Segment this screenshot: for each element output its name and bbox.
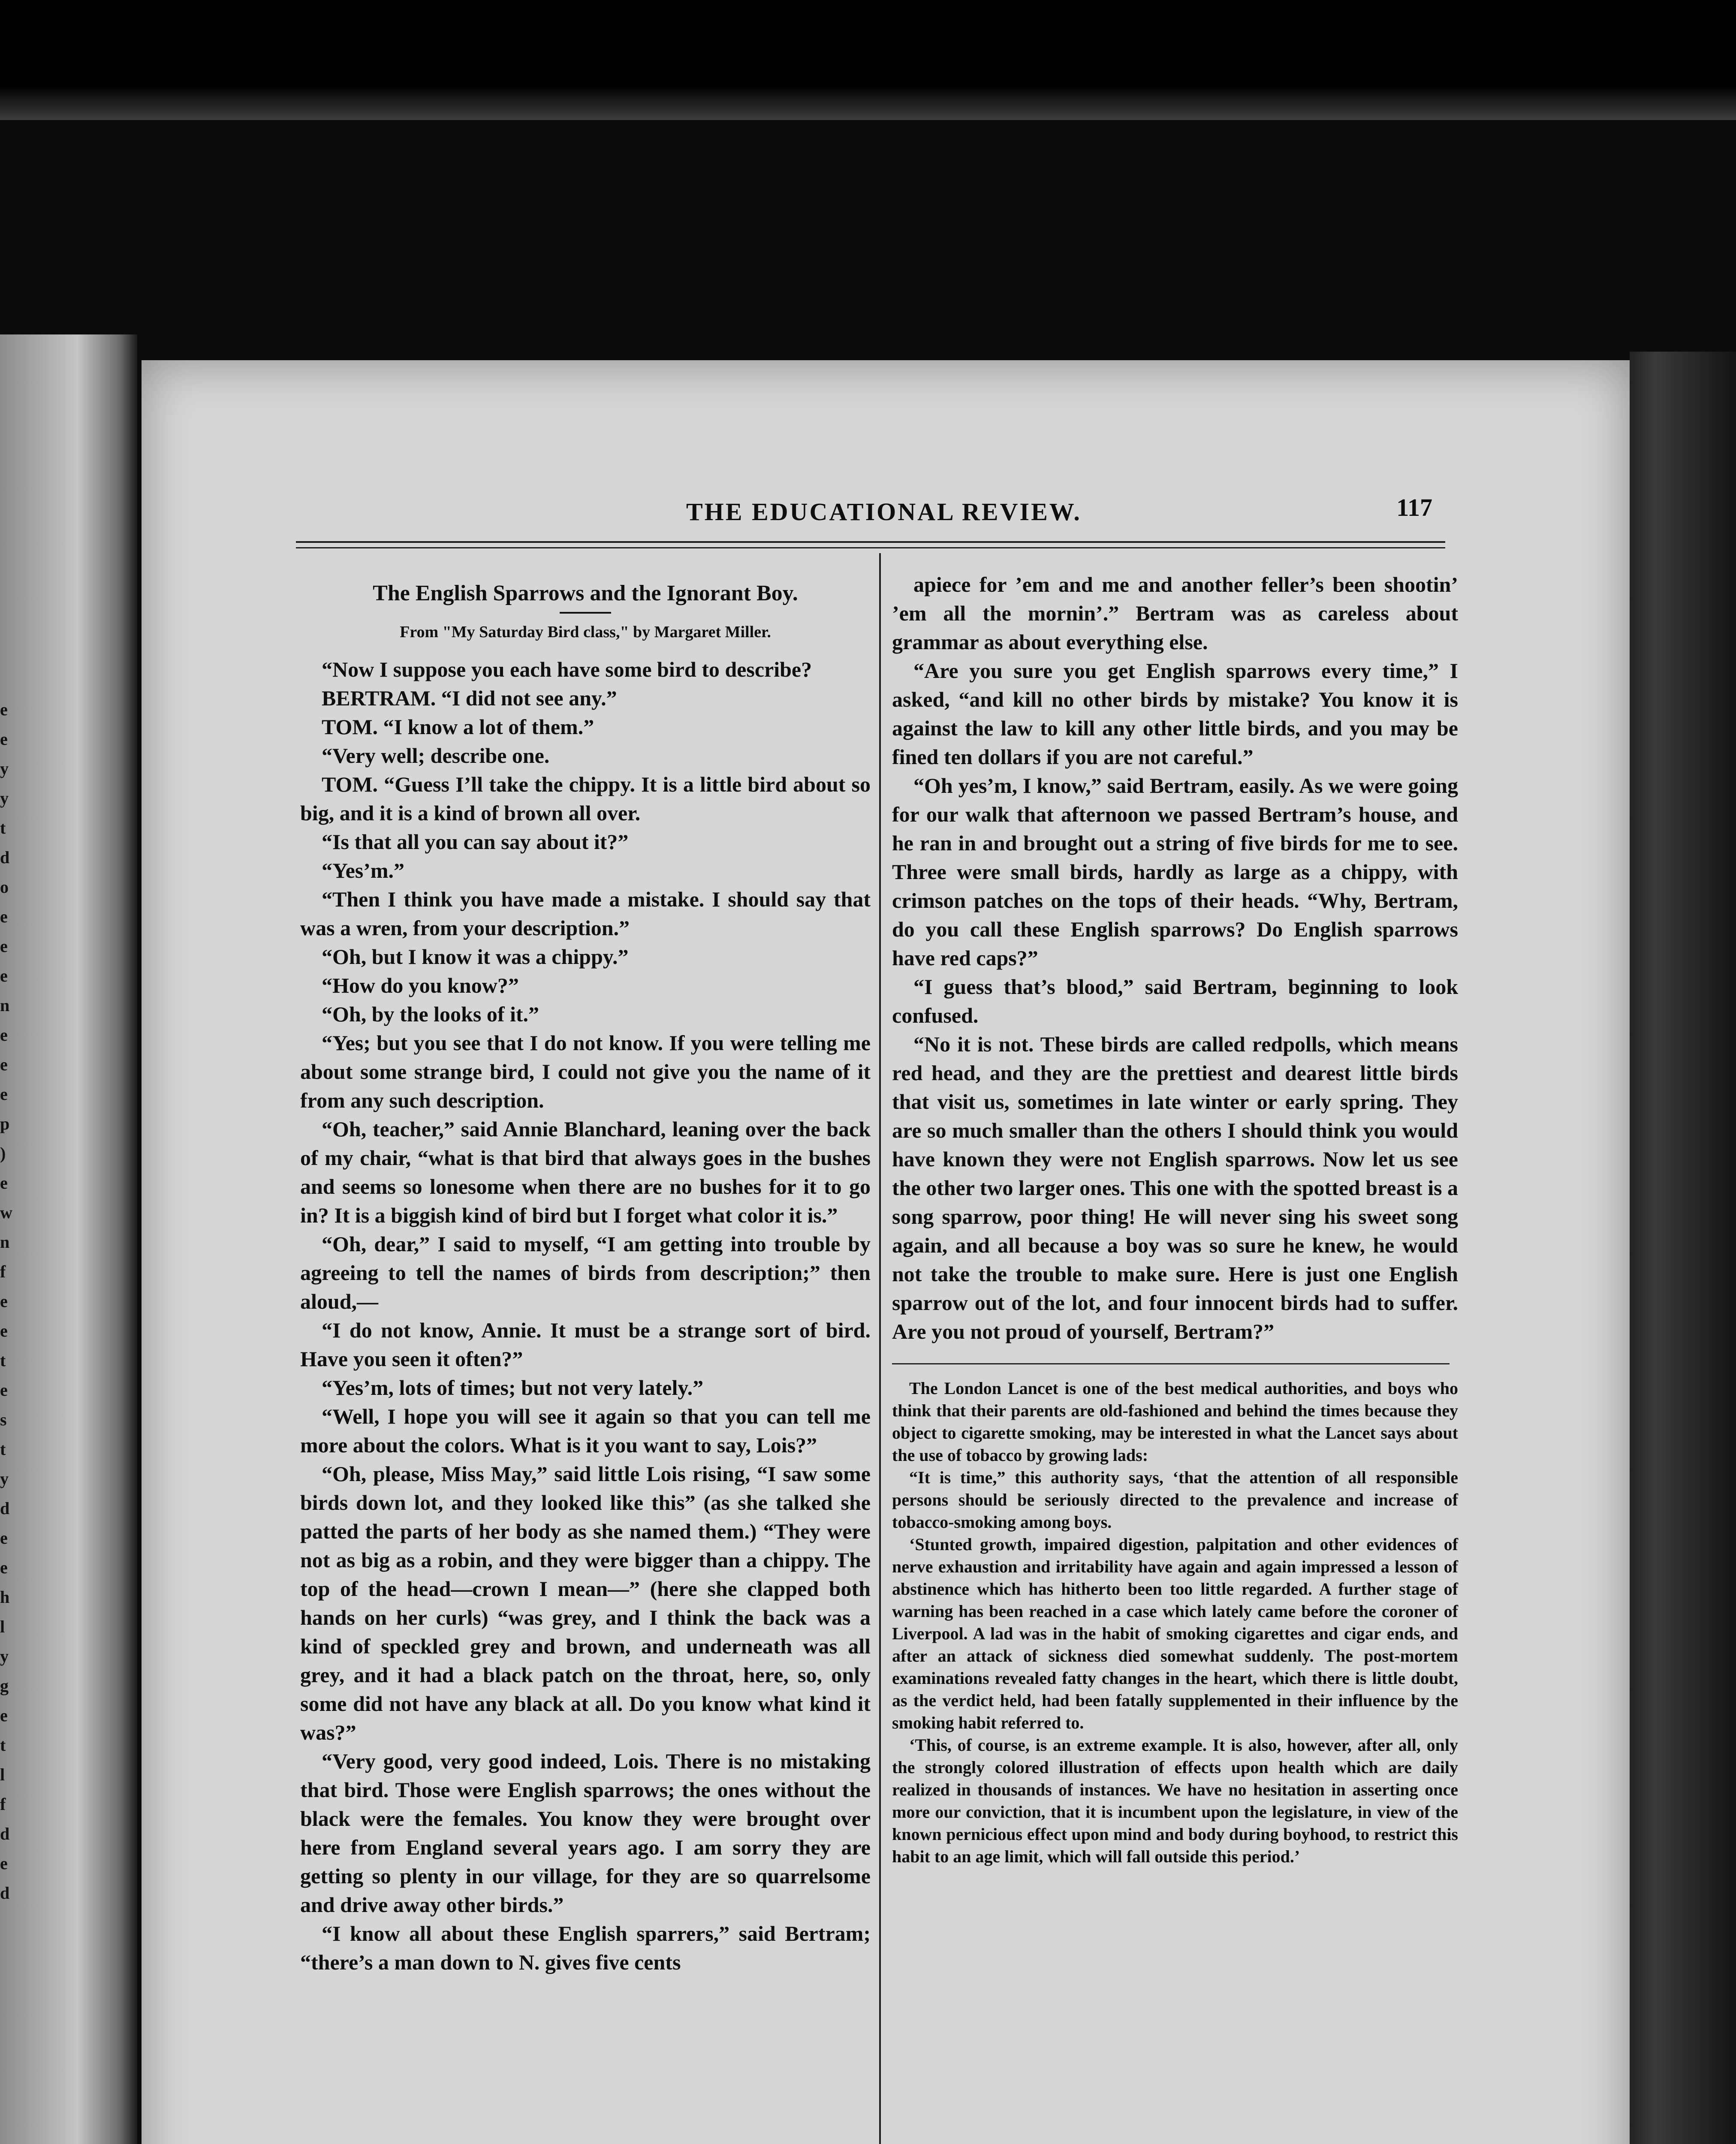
right-column [892,570,1458,1868]
lancet-notice [892,1377,1458,1868]
paragraph: “Yes’m.” [322,858,405,882]
paragraph: “Yes; but you see that I do not know. If you were telling me about some strange bird, I could not give you the name of it from any such description. [300,1031,871,1112]
title-rule [560,612,611,614]
page-stack-edge [1630,352,1736,2144]
paragraph: “Are you sure you get English sparrows every time,” I asked, “and kill no other birds by mistake? You know it is against the law to kill any other little birds, and you may be fined ten dollars if you are not careful.” [892,659,1458,769]
fragment-letter: w [0,1203,12,1222]
paragraph: “Now I suppose you each have some bird to describe? [322,657,812,681]
fragment-letter: d [0,1824,10,1843]
fragment-letter: y [0,759,9,778]
facing-page-edge [0,334,137,2144]
fragment-letter: y [0,1469,9,1488]
notice-paragraph: ‘Stunted growth, impaired digestion, palpitation and other evidences of nerve exhaustion and irritability have again and again impressed a lesson of abstinence which has hitherto been too little regarded. A further stage of warning has been reached in a case which lately came before the coroner of Liverpool. A lad was in the habit of smoking cigarettes and cigar ends, and after an attack of sickness died somewhat suddenly. The post-mortem examinations revealed fatty changes in the heart, which there is little doubt, as the verdict held, had been fatally supplemented in their influence by the smoking habit referred to. [892,1535,1458,1732]
paragraph: “Very good, very good indeed, Lois. There is no mistaking that bird. Those were English sparrows; the ones without the black were the females. You know they were brought over here from England several years ago. I am sorry they are getting so plenty in our village, for they are so quarrelsome and drive away other birds.” [300,1749,871,1917]
fragment-letter: d [0,848,10,867]
fragment-letter: d [0,1499,10,1518]
fragment-letter: y [0,1647,9,1666]
paragraph: “How do you know?” [322,973,519,997]
right-paragraphs [892,570,1458,1346]
paragraph: TOM. “Guess I’ll take the chippy. It is a little bird about so big, and it is a kind of brown all over. [300,772,871,825]
journal-title: THE EDUCATIONAL REVIEW. [686,498,1082,526]
fragment-letter: l [0,1617,5,1636]
fragment-letter: e [0,1173,8,1192]
fragment-letter: f [0,1795,6,1814]
running-header [532,494,1432,540]
paragraph: “I know all about these English sparrers,” said Bertram; “there’s a man down to N. gives five cents [300,1921,871,1974]
article-byline: From "My Saturday Bird class," by Margaret Miller. [400,623,771,641]
paragraph: “Oh, dear,” I said to myself, “I am getting into trouble by agreeing to tell the names of birds from description;” then aloud,— [300,1232,871,1313]
fragment-letter: t [0,1735,6,1755]
fragment-letter: e [0,729,8,749]
fragment-letter: e [0,966,8,985]
paragraph: “No it is not. These birds are called redpolls, which means red head, and they are the prettiest and dearest little birds that visit us, sometimes in late winter or early spring. They are so much smaller than the others I should think you would have known they were not English sparrows. Now let us see the other two larger ones. This one with the spotted breast is a song sparrow, poor thing! He will never sing his sweet song again, and all because a boy was so sure he knew, he would not take the trouble to make sure. Here is just one English sparrow out of the lot, and four innocent birds had to suffer. Are you not proud of yourself, Bertram?” [892,1032,1458,1343]
fragment-letter: o [0,877,9,897]
fragment-letter: e [0,1380,8,1400]
fragment-letter: l [0,1765,5,1784]
notice-paragraph: “It is time,” this authority says, ‘that the attention of all responsible persons should be seriously directed to the prevalence and increase of tobacco-smoking among boys. [892,1468,1458,1532]
fragment-letter: e [0,936,8,956]
column-divider [879,553,881,2144]
fragment-letter: e [0,1025,8,1045]
article-title: The English Sparrows and the Ignorant Boy. [373,581,798,605]
paragraph: “Yes’m, lots of times; but not very lately.” [322,1376,704,1400]
fragment-letter: s [0,1410,7,1429]
fragment-letter: e [0,1084,8,1104]
paragraph: “Oh yes’m, I know,” said Bertram, easily. As we were going for our walk that afternoon we passed Bertram’s house, and he ran in and brought out a string of five birds for me to see. Three were small birds, hardly as large as a chippy, with crimson patches on the tops of their heads. “Why, Bertram, do you call these English sparrows? Do English sparrows have red caps?” [892,774,1458,970]
fragment-letter: d [0,1883,10,1903]
fragment-letter: t [0,818,6,837]
fragment-letter: e [0,1706,8,1725]
fragment-letter: e [0,907,8,926]
paragraph: apiece for ’em and me and another feller’s been shootin’ ’em all the mornin’.” Bertram was as careless about grammar as about everything else. [892,572,1458,654]
fragment-letter: p [0,1114,10,1133]
fragment-letter: t [0,1439,6,1459]
paragraph: “Then I think you have made a mistake. I should say that was a wren, from your description.” [300,887,871,940]
fragment-letter: h [0,1587,10,1607]
facing-page-fragments [0,695,17,2067]
page-number: 117 [1396,494,1432,521]
fragment-letter: e [0,1292,8,1311]
fragment-letter: e [0,1854,8,1873]
paragraph: “Oh, by the looks of it.” [322,1002,539,1026]
left-column [300,570,871,1977]
paragraph: “Oh, but I know it was a chippy.” [322,945,629,969]
fragment-letter: y [0,789,9,808]
paragraph: “Is that all you can say about it?” [322,830,629,854]
paragraph: “I do not know, Annie. It must be a strange sort of bird. Have you seen it often?” [300,1318,871,1371]
fragment-letter: t [0,1351,6,1370]
fragment-letter: e [0,1558,8,1577]
paragraph: “Oh, teacher,” said Annie Blanchard, leaning over the back of my chair, “what is that bird that always goes in the bushes and seems so lonesome when there are no bushes for it to go in? It is a biggish kind of bird but I forget what color it is.” [300,1117,871,1227]
section-separator [892,1363,1450,1364]
fragment-letter: e [0,700,8,719]
fragment-letter: g [0,1676,9,1695]
paragraph: “Oh, please, Miss May,” said little Lois rising, “I saw some birds down lot, and they looked like this” (as she talked she patted the parts of her body as she named them.) “They were not as big as a robin, and they were bigger than a chippy. The top of the head—crown I mean—” (here she clapped both hands on her curls) “was grey, and I think the back was a kind of speckled grey and brown, and underneath was all grey, and it had a black patch on the throat, here, so, only some did not have any black at all. Do you know what kind it was?” [300,1462,871,1744]
fragment-letter: f [0,1262,6,1281]
fragment-letter: n [0,1232,10,1252]
paragraph: TOM. “I know a lot of them.” [322,715,594,739]
fragment-letter: e [0,1055,8,1074]
paragraph: “Well, I hope you will see it again so that you can tell me more about the colors. What is it you want to say, Lois?” [300,1404,871,1457]
notice-paragraph: ‘This, of course, is an extreme example. It is also, however, after all, only the strongly colored illustration of effects upon health which are daily realized in thousands of instances. We have no hesitation in asserting once more our conviction, that it is incumbent upon the legislature, in view of the known pernicious effect upon mind and body during boyhood, to restrict this habit to an age limit, which will fall outside this period.’ [892,1735,1458,1866]
paragraph: BERTRAM. “I did not see any.” [322,686,617,710]
fragment-letter: e [0,1528,8,1548]
paragraph: “I guess that’s blood,” said Bertram, beginning to look confused. [892,975,1458,1027]
header-rule [296,541,1445,548]
fragment-letter: n [0,996,10,1015]
fragment-letter: e [0,1321,8,1340]
left-paragraphs [300,655,871,1977]
fragment-letter: ) [0,1144,6,1163]
scan-top-border [0,0,1736,120]
notice-paragraph: The London Lancet is one of the best medical authorities, and boys who think that their parents are old-fashioned and behind the times because they object to cigarette smoking, may be interested in what the Lancet says about the use of tobacco by growing lads: [892,1379,1458,1465]
paragraph: “Very well; describe one. [322,744,550,768]
